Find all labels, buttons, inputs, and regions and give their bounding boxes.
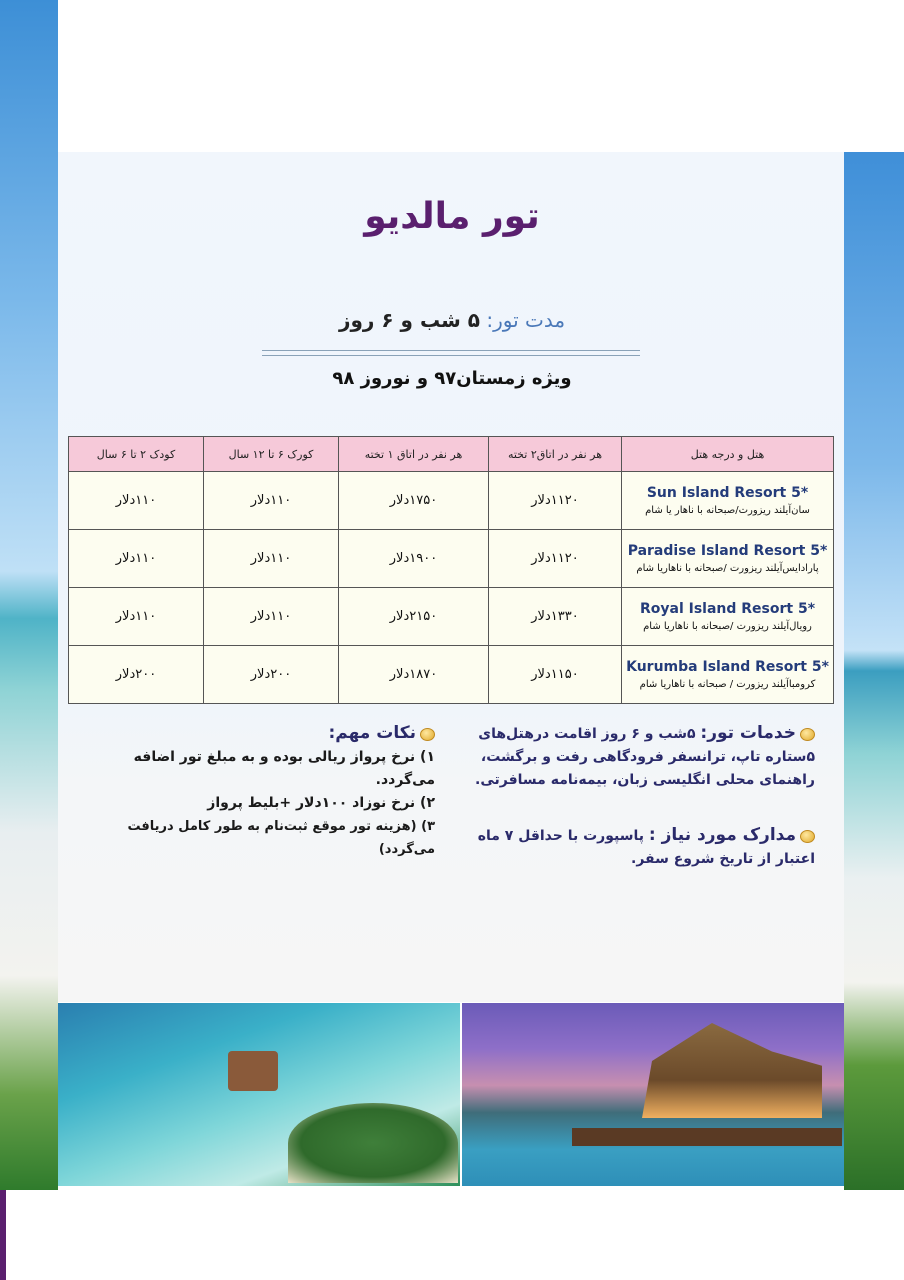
water-villa-photo: [462, 1003, 844, 1186]
table-row: [69, 530, 834, 588]
accent-bar: [0, 1190, 6, 1280]
col-header-double: هر نفر در اتاق۲ تخته: [489, 437, 622, 472]
price-single: ۱۷۵۰دلار: [339, 472, 489, 530]
services-block: [450, 722, 815, 792]
bullet-icon: [800, 728, 815, 741]
photo-strip: [58, 1003, 844, 1186]
deck-shape: [572, 1128, 842, 1146]
col-header-child-2-6: کودک ۲ تا ۶ سال: [69, 437, 204, 472]
hotel-name: Kurumba Island Resort 5*: [626, 659, 829, 675]
hotel-cell: [622, 530, 834, 588]
col-header-single: هر نفر در اتاق ۱ تخته: [339, 437, 489, 472]
info-section: [68, 722, 833, 922]
page-title: تور مالدیو: [364, 196, 540, 237]
villa-shape: [622, 1023, 822, 1118]
price-table: [68, 436, 834, 704]
price-child-2-6: ۲۰۰دلار: [69, 646, 204, 704]
note-item: ۲) نرخ نوزاد ۱۰۰دلار +بلیط پرواز: [207, 795, 435, 811]
services-heading: خدمات تور:: [700, 723, 796, 743]
bullet-icon: [420, 728, 435, 741]
table-row: [69, 588, 834, 646]
hotel-name: Royal Island Resort 5*: [639, 601, 816, 617]
hotel-name: Sun Island Resort 5*: [646, 485, 809, 501]
price-child-6-12: ۱۱۰دلار: [204, 472, 339, 530]
price-double: ۱۱۲۰دلار: [489, 472, 622, 530]
hotel-cell: [622, 646, 834, 704]
price-child-6-12: ۱۱۰دلار: [204, 530, 339, 588]
price-single: ۲۱۵۰دلار: [339, 588, 489, 646]
pier-shape: [228, 1051, 278, 1091]
price-single: ۱۸۷۰دلار: [339, 646, 489, 704]
island-aerial-photo: [58, 1003, 460, 1186]
services-text: ۵شب و ۶ روز اقامت درهتل‌های ۵ستاره تاپ، ترانسفر فرودگاهی رفت و برگشت، راهنمای محلی انگلیسی زبان، بیمه‌نامه مسافرتی.: [475, 726, 815, 788]
hotel-desc: رویال‌آیلند ریزورت /صبحانه با ناهاریا شام: [643, 621, 812, 632]
hotel-cell: [622, 472, 834, 530]
price-child-2-6: ۱۱۰دلار: [69, 472, 204, 530]
tour-duration: [0, 308, 904, 332]
price-child-2-6: ۱۱۰دلار: [69, 530, 204, 588]
hotel-desc: سان‌آیلند ریزورت/صبحانه با ناهار یا شام: [645, 505, 810, 516]
hotel-cell: [622, 588, 834, 646]
price-child-6-12: ۲۰۰دلار: [204, 646, 339, 704]
services-column: [450, 722, 815, 903]
top-margin: [58, 0, 904, 152]
hotel-desc: پارادایس‌آیلند ریزورت /صبحانه با ناهاریا شام: [636, 563, 819, 574]
beach-background-left: [0, 0, 58, 1190]
documents-block: [450, 824, 815, 871]
notes-heading: نکات مهم:: [328, 723, 416, 743]
island-shape: [288, 1103, 458, 1183]
table-header-row: [69, 437, 834, 472]
price-child-2-6: ۱۱۰دلار: [69, 588, 204, 646]
price-double: ۱۳۳۰دلار: [489, 588, 622, 646]
notes-column: [80, 722, 435, 861]
price-double: ۱۱۵۰دلار: [489, 646, 622, 704]
note-item: ۱) نرخ پرواز ریالی بوده و به مبلغ تور اضافه می‌گردد.: [133, 749, 435, 788]
documents-heading: مدارک مورد نیاز :: [648, 825, 796, 845]
table-row: [69, 472, 834, 530]
documents-text: پاسپورت با حداقل ۷ ماه اعتبار از تاریخ شروع سفر.: [477, 828, 815, 867]
col-header-hotel: هتل و درجه هتل: [622, 437, 834, 472]
duration-value: ۵ شب و ۶ روز: [338, 308, 480, 332]
divider: [262, 350, 640, 356]
bullet-icon: [800, 830, 815, 843]
price-double: ۱۱۲۰دلار: [489, 530, 622, 588]
table-row: [69, 646, 834, 704]
special-offer: ویژه زمستان۹۷ و نوروز ۹۸: [332, 368, 572, 389]
notes-heading-row: [80, 722, 435, 746]
col-header-child-6-12: کورک ۶ تا ۱۲ سال: [204, 437, 339, 472]
price-child-6-12: ۱۱۰دلار: [204, 588, 339, 646]
price-single: ۱۹۰۰دلار: [339, 530, 489, 588]
note-item: ۳) (هزینه تور موقع ثبت‌نام به طور کامل دریافت می‌گردد): [127, 819, 435, 857]
hotel-desc: کرومباآیلند ریزورت / صبحانه با ناهاریا شام: [639, 679, 816, 690]
hotel-name: Paradise Island Resort 5*: [627, 543, 828, 559]
duration-label: مدت تور:: [486, 308, 566, 332]
